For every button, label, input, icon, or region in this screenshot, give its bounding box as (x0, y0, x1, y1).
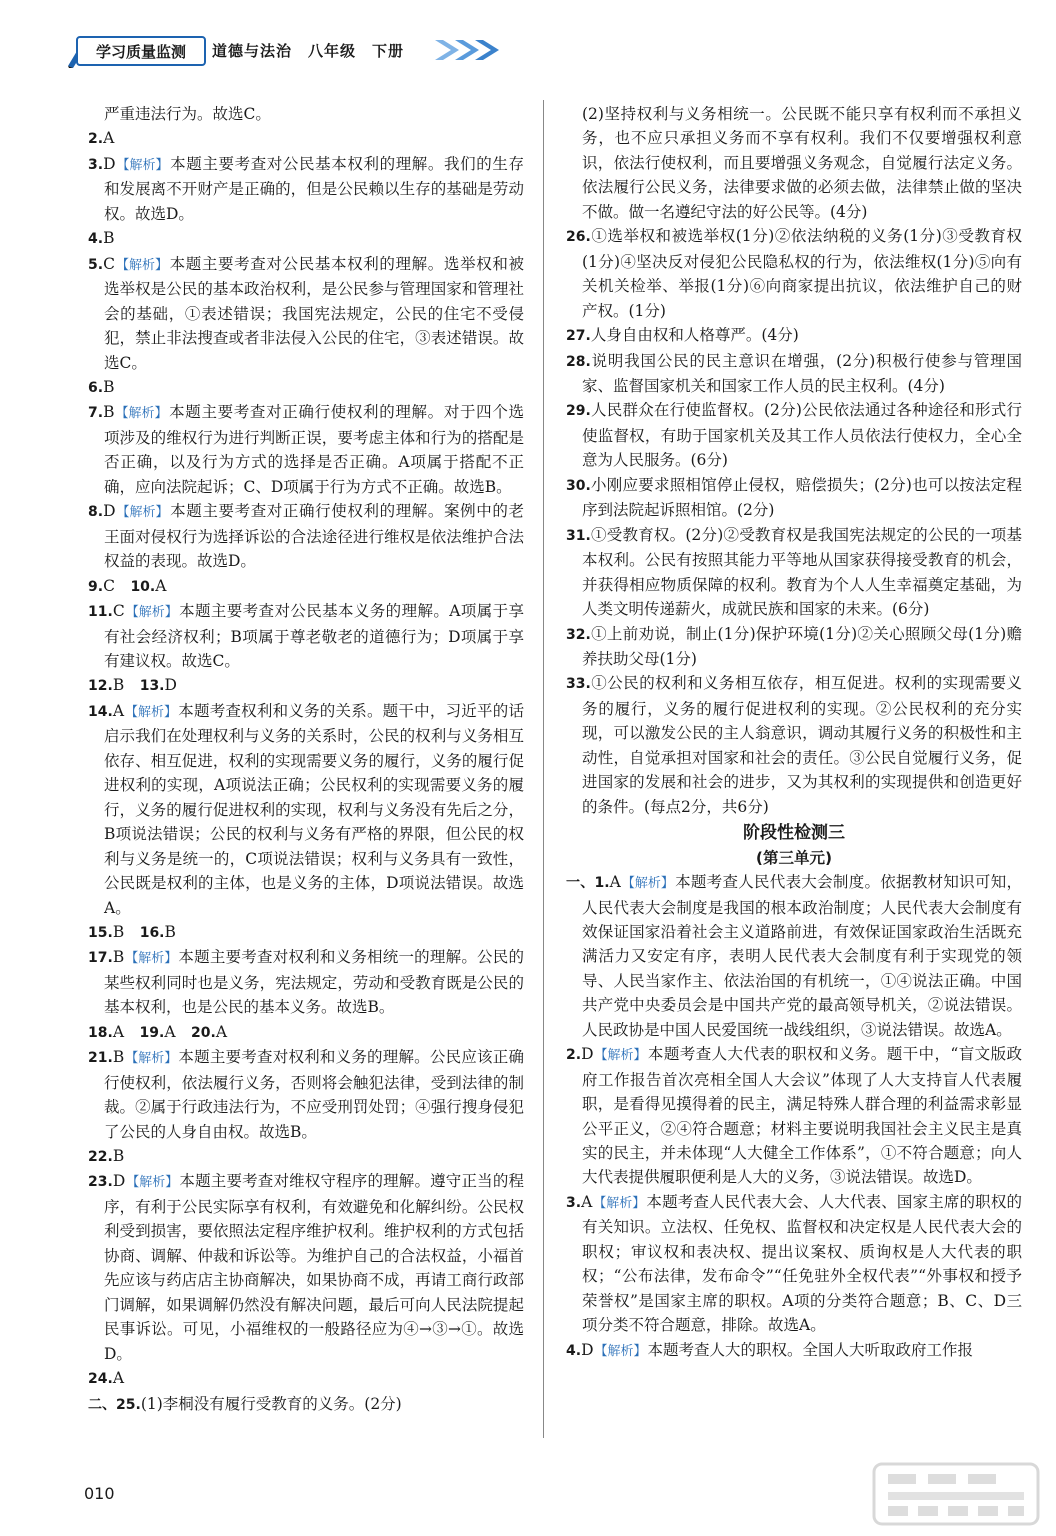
item-number: 4. (88, 231, 104, 248)
item-text: 本题主要考查对公民基本权利的理解。选举权和被选举权是公民的基本政治权利，是公民参与管理国家和管理社会的基础，①表述错误；我国宪法规定，公民的住宅不受侵犯，禁止非法搜查或者非法侵入公民的住宅，③表述错误。故选C。 (104, 254, 524, 372)
item-text: ①选举权和被选举权(1分)②依法纳税的义务(1分)③受教育权(1分)④坚决反对侵犯公民隐私权的行为，依法维权(1分)⑤向有关机关检举、举报(1分)⑥向商家提出抗议，依法维护自己的财产权。(1分) (582, 227, 1022, 320)
answer-item (88, 400, 524, 499)
answer-item (566, 1042, 1022, 1190)
item-number: 16. (139, 924, 165, 941)
answer-item (566, 398, 1022, 472)
answer-choice: C (112, 602, 125, 621)
analysis-tag: 【解析】 (594, 1048, 647, 1064)
item-number: 5. (88, 256, 104, 273)
answer-item (566, 224, 1022, 323)
item-text: A (112, 1369, 125, 1388)
item-text: 本题主要考查对维权守程序的理解。遵守正当的程序，有利于公民实际享有权利，有效避免和化解纠纷。公民权利受到损害，要依照法定程序维护权利。维护权利的方式包括协商、调解、仲裁和诉讼等。为维护自己的合法权益，小福首先应该与药店店主协商解决，如果协商不成，再请工商行政部门调解，如果调解仍然没有解决问题，最后可向人民法院提起民事诉讼。可见，小福维权的一般路径应为④→③→①。故选D。 (104, 1172, 524, 1363)
analysis-tag: 【解析】 (126, 1175, 179, 1191)
item-number: 21. (88, 1050, 113, 1067)
item-text: A (215, 1022, 228, 1041)
section-title: 阶段性检测三 (743, 823, 845, 844)
analysis-tag: 【解析】 (125, 605, 178, 621)
answer-item (88, 673, 524, 698)
item-text: 说明我国公民的民主意识在增强，(2分)积极行使参与管理国家、监督国家机关和国家工作人员的民主权利。(4分) (582, 351, 1022, 395)
answer-item (566, 473, 1022, 523)
item-number: 6. (88, 379, 104, 396)
item-number: 29. (566, 403, 591, 420)
item-text: D (164, 676, 177, 695)
subject-title: 道德与法治 八年级 下册 (212, 42, 405, 60)
item-number: 11. (88, 604, 113, 621)
analysis-tag: 【解析】 (115, 406, 168, 422)
item-number: 3. (88, 156, 104, 173)
analysis-tag: 【解析】 (115, 257, 168, 273)
item-text: 严重违法行为。故选C。 (104, 105, 271, 123)
analysis-tag: 【解析】 (125, 951, 178, 967)
item-text: ①公民的权利和义务相互依存，相互促进。权利的实现需要义务的履行，义务的履行促进权利的实现。②公民权利的充分实现，可以激发公民的主人翁意识，调动其履行义务的积极性和主动性，自觉承担对国家和社会的责任。③公民自觉履行义务，促进国家的发展和社会的进步，又为其权利的实现提供和创造更好的条件。(每点2分，共6分) (582, 674, 1022, 816)
item-text: A (103, 129, 115, 148)
answer-item (88, 1366, 524, 1391)
item-number: 8. (88, 504, 104, 521)
section-subtitle: (第三单元) (755, 848, 833, 867)
answer-choice: A (609, 873, 621, 892)
item-text: B (103, 229, 115, 248)
item-text: 人身自由权和人格尊严。(4分) (590, 326, 799, 345)
answer-choice: D (112, 1172, 126, 1191)
answer-item (88, 920, 524, 945)
item-number: 2. (88, 131, 104, 148)
item-text: B (164, 922, 176, 941)
answer-choice: B (103, 403, 115, 422)
answer-item (566, 1338, 1022, 1363)
analysis-tag: 【解析】 (125, 704, 178, 720)
item-number: 2. (566, 1047, 582, 1064)
chevron-arrows-icon (435, 36, 525, 64)
analysis-tag: 【解析】 (594, 1343, 647, 1359)
item-number: 14. (88, 703, 113, 720)
column-divider (543, 100, 544, 1438)
watermark-logo (872, 1462, 1040, 1526)
item-text: 本题主要考查对公民基本义务的理解。A项属于享有社会经济权利；B项属于尊老敬老的道德行为；D项属于享有建议权。故选C。 (104, 602, 524, 670)
item-number: 13. (139, 678, 165, 695)
item-number: 20. (191, 1024, 216, 1041)
answer-choice: B (112, 1048, 125, 1067)
item-text: 本题考查权利和义务的关系。题干中，习近平的话启示我们在处理权利与义务的关系时，公民的权利与义务相互依存、相互促进，权利的实现需要义务的履行，义务的履行促进权利的实现，A项说法正确；公民权利的实现需要义务的履行，义务的履行促进权利的实现，权利与义务没有先后之分，B项说法错误；公民的权利与义务有严格的界限，但公民的权利与义务是统一的，C项说法错误；权利与义务具有一致性，公民既是权利的主体，也是义务的主体，D项说法错误。故选A。 (104, 701, 524, 917)
item-text: A (155, 576, 167, 595)
item-text: 本题考查人民代表大会、人大代表、国家主席的职权的有关知识。立法权、任免权、监督权和决定权是人民代表大会的职权；审议权和表决权、提出议案权、质询权是人大代表的职权；“公布法律，发布命令”“任免驻外全权代表”“外事权和授予荣誉权”是国家主席的职权。A项的分类符合题意；B、C、D三项分类不符合题意，排除。故选A。 (582, 1192, 1022, 1335)
answer-item (566, 671, 1022, 819)
item-text: C (103, 576, 131, 595)
item-text: 本题考查人民代表大会制度。依据教材知识可知，人民代表大会制度是我国的根本政治制度；人民代表大会制度有效保证国家沿着社会主义道路前进，有效保证国家政治生活既充满活力又安定有序，表明人民代表大会制度有利于实现党的领导、人民当家作主、依法治国的有机统一，①④说法正确。中国共产党中央委员会是中国共产党的最高领导机关，②说法错误。人民政协是中国人民爱国统一战线组织，③说法错误。故选A。 (582, 873, 1022, 1039)
answer-choice: D (103, 154, 116, 173)
answer-item (88, 699, 524, 920)
item-number: 15. (88, 924, 113, 941)
answer-item (88, 1169, 524, 1366)
item-number: 22. (88, 1149, 113, 1166)
item-text: B (112, 1147, 125, 1166)
answer-item (88, 102, 524, 126)
answer-choice: D (103, 502, 116, 521)
item-text: A (164, 1022, 192, 1041)
item-text: 人民群众在行使监督权。(2分)公民依法通过各种途径和形式行使监督权，有助于国家机关及其工作人员依法行使权力，全心全意为人民服务。(6分) (582, 401, 1022, 470)
answer-item (88, 152, 524, 226)
analysis-tag: 【解析】 (593, 1195, 646, 1211)
answer-item (566, 622, 1022, 672)
answer-item (566, 870, 1022, 1042)
item-text: 本题主要考查对正确行使权利的理解。对于四个选项涉及的维权行为进行判断正误，要考虑主体和行为的搭配是否正确，以及行为方式的选择是否正确。A项属于搭配不正确，应向法院起诉；C、D项属于行为方式不正确。故选B。 (104, 403, 524, 496)
answer-item (88, 499, 524, 573)
item-text: 本题考查人大的职权。全国人大听取政府工作报 (647, 1340, 974, 1359)
item-number: 24. (88, 1371, 113, 1388)
analysis-tag: 【解析】 (621, 876, 674, 892)
item-number: 3. (566, 1194, 582, 1211)
answer-choice: D (581, 1045, 594, 1064)
item-number: 一、1. (566, 875, 610, 892)
item-number: 27. (566, 328, 591, 345)
item-text: (2)坚持权利与义务相统一。公民既不能只享有权利而不承担义务，也不应只承担义务而不享有权利。我们不仅要增强权利意识，依法行使权利，而且要增强义务观念，自觉履行法定义务。依法履行公民义务，法律要求做的必须去做，法律禁止做的坚决不做。做一名遵纪守法的好公民等。(4分) (582, 105, 1022, 221)
item-number: 9. (88, 578, 104, 595)
answer-item (88, 226, 524, 251)
answer-choice: A (112, 701, 125, 720)
page-number: 010 (84, 1484, 115, 1503)
item-text: 小刚应要求照相馆停止侵权，赔偿损失；(2分)也可以按法定程序到法院起诉照相馆。(2分) (582, 475, 1022, 520)
item-number: 31. (566, 527, 591, 544)
answer-item (88, 945, 524, 1019)
answer-item (566, 323, 1022, 348)
answer-item (88, 1045, 524, 1144)
page-header (70, 32, 520, 68)
answer-item (566, 102, 1022, 224)
answer-item (88, 574, 524, 599)
item-text: 本题主要考查对公民基本权利的理解。我们的生存和发展离不开财产是正确的，但是公民赖以生存的基础是劳动权。故选D。 (104, 154, 524, 223)
item-number: 30. (566, 477, 591, 494)
item-text: ①上前劝说，制止(1分)保护环境(1分)②关心照顾父母(1分)赡养扶助父母(1分) (582, 624, 1022, 668)
item-text: ①受教育权。(2分)②受教育权是我国宪法规定的公民的一项基本权利。公民有按照其能力平等地从国家获得接受教育的机会，并获得相应物质保障的权利。教育为个人人生幸福奠定基础，为人类文明传递薪火，成就民族和国家的未来。(6分) (582, 525, 1022, 619)
left-column (88, 102, 524, 1417)
answer-item (88, 252, 524, 375)
item-text: B (103, 377, 115, 396)
item-text: 本题主要考查对权利和义务的理解。公民应该正确行使权利，依法履行义务，否则将会触犯法律，受到法律的制裁。②属于行政违法行为，不应受刑罚处罚；④强行搜身侵犯了公民的人身自由权。故选B。 (104, 1048, 524, 1141)
item-number: 26. (566, 229, 591, 246)
item-number: 二、25. (88, 1396, 141, 1413)
answer-item (88, 599, 524, 673)
analysis-tag: 【解析】 (116, 157, 169, 173)
answer-item (566, 523, 1022, 622)
series-tag: 学习质量监测 (76, 36, 206, 66)
answer-item (88, 375, 524, 400)
analysis-tag: 【解析】 (116, 505, 169, 521)
item-number: 19. (139, 1024, 165, 1041)
item-number: 12. (88, 678, 113, 695)
item-number: 10. (130, 578, 156, 595)
item-text: 本题主要考查对权利和义务相统一的理解。公民的某些权利同时也是义务，宪法规定，劳动和受教育既是公民的基本权利，也是公民的基本义务。故选B。 (104, 948, 524, 1017)
answer-choice: A (581, 1192, 593, 1211)
item-number: 4. (566, 1342, 582, 1359)
answer-choice: C (103, 254, 115, 273)
item-text: 本题主要考查对正确行使权利的理解。案例中的老王面对侵权行为选择诉讼的合法途径进行维权是依法维护合法权益的表现。故选D。 (104, 502, 524, 571)
item-number: 28. (566, 353, 591, 370)
item-number: 17. (88, 950, 113, 967)
right-column (566, 102, 1022, 1363)
item-text: B (112, 676, 140, 695)
item-text: B (112, 922, 140, 941)
item-number: 33. (566, 676, 591, 693)
item-number: 23. (88, 1174, 113, 1191)
item-number: 7. (88, 405, 104, 422)
answer-item (88, 1392, 524, 1417)
item-number: 32. (566, 626, 591, 643)
item-number: 18. (88, 1024, 113, 1041)
answer-item (566, 349, 1022, 399)
analysis-tag: 【解析】 (125, 1051, 178, 1067)
answer-choice: D (581, 1340, 594, 1359)
item-text: A (112, 1022, 140, 1041)
item-text: (1)李桐没有履行受教育的义务。(2分) (140, 1394, 402, 1413)
answer-item (566, 1190, 1022, 1338)
answer-item (88, 126, 524, 151)
answer-item (88, 1020, 524, 1045)
answer-item (88, 1144, 524, 1169)
answer-choice: B (112, 948, 125, 967)
item-text: 本题考查人大代表的职权和义务。题干中，“盲文版政府工作报告首次亮相全国人大会议”体现了人大支持盲人代表履职，是看得见摸得着的民主，满足特殊人群合理的利益需求彰显公平正义，②④符合题意；材料主要说明我国社会主义民主是真实的民主，并未体现“人大健全工作体系”，①不符合题意；向人大代表提供履职便利是人大的义务，③说法错误。故选D。 (582, 1045, 1022, 1187)
